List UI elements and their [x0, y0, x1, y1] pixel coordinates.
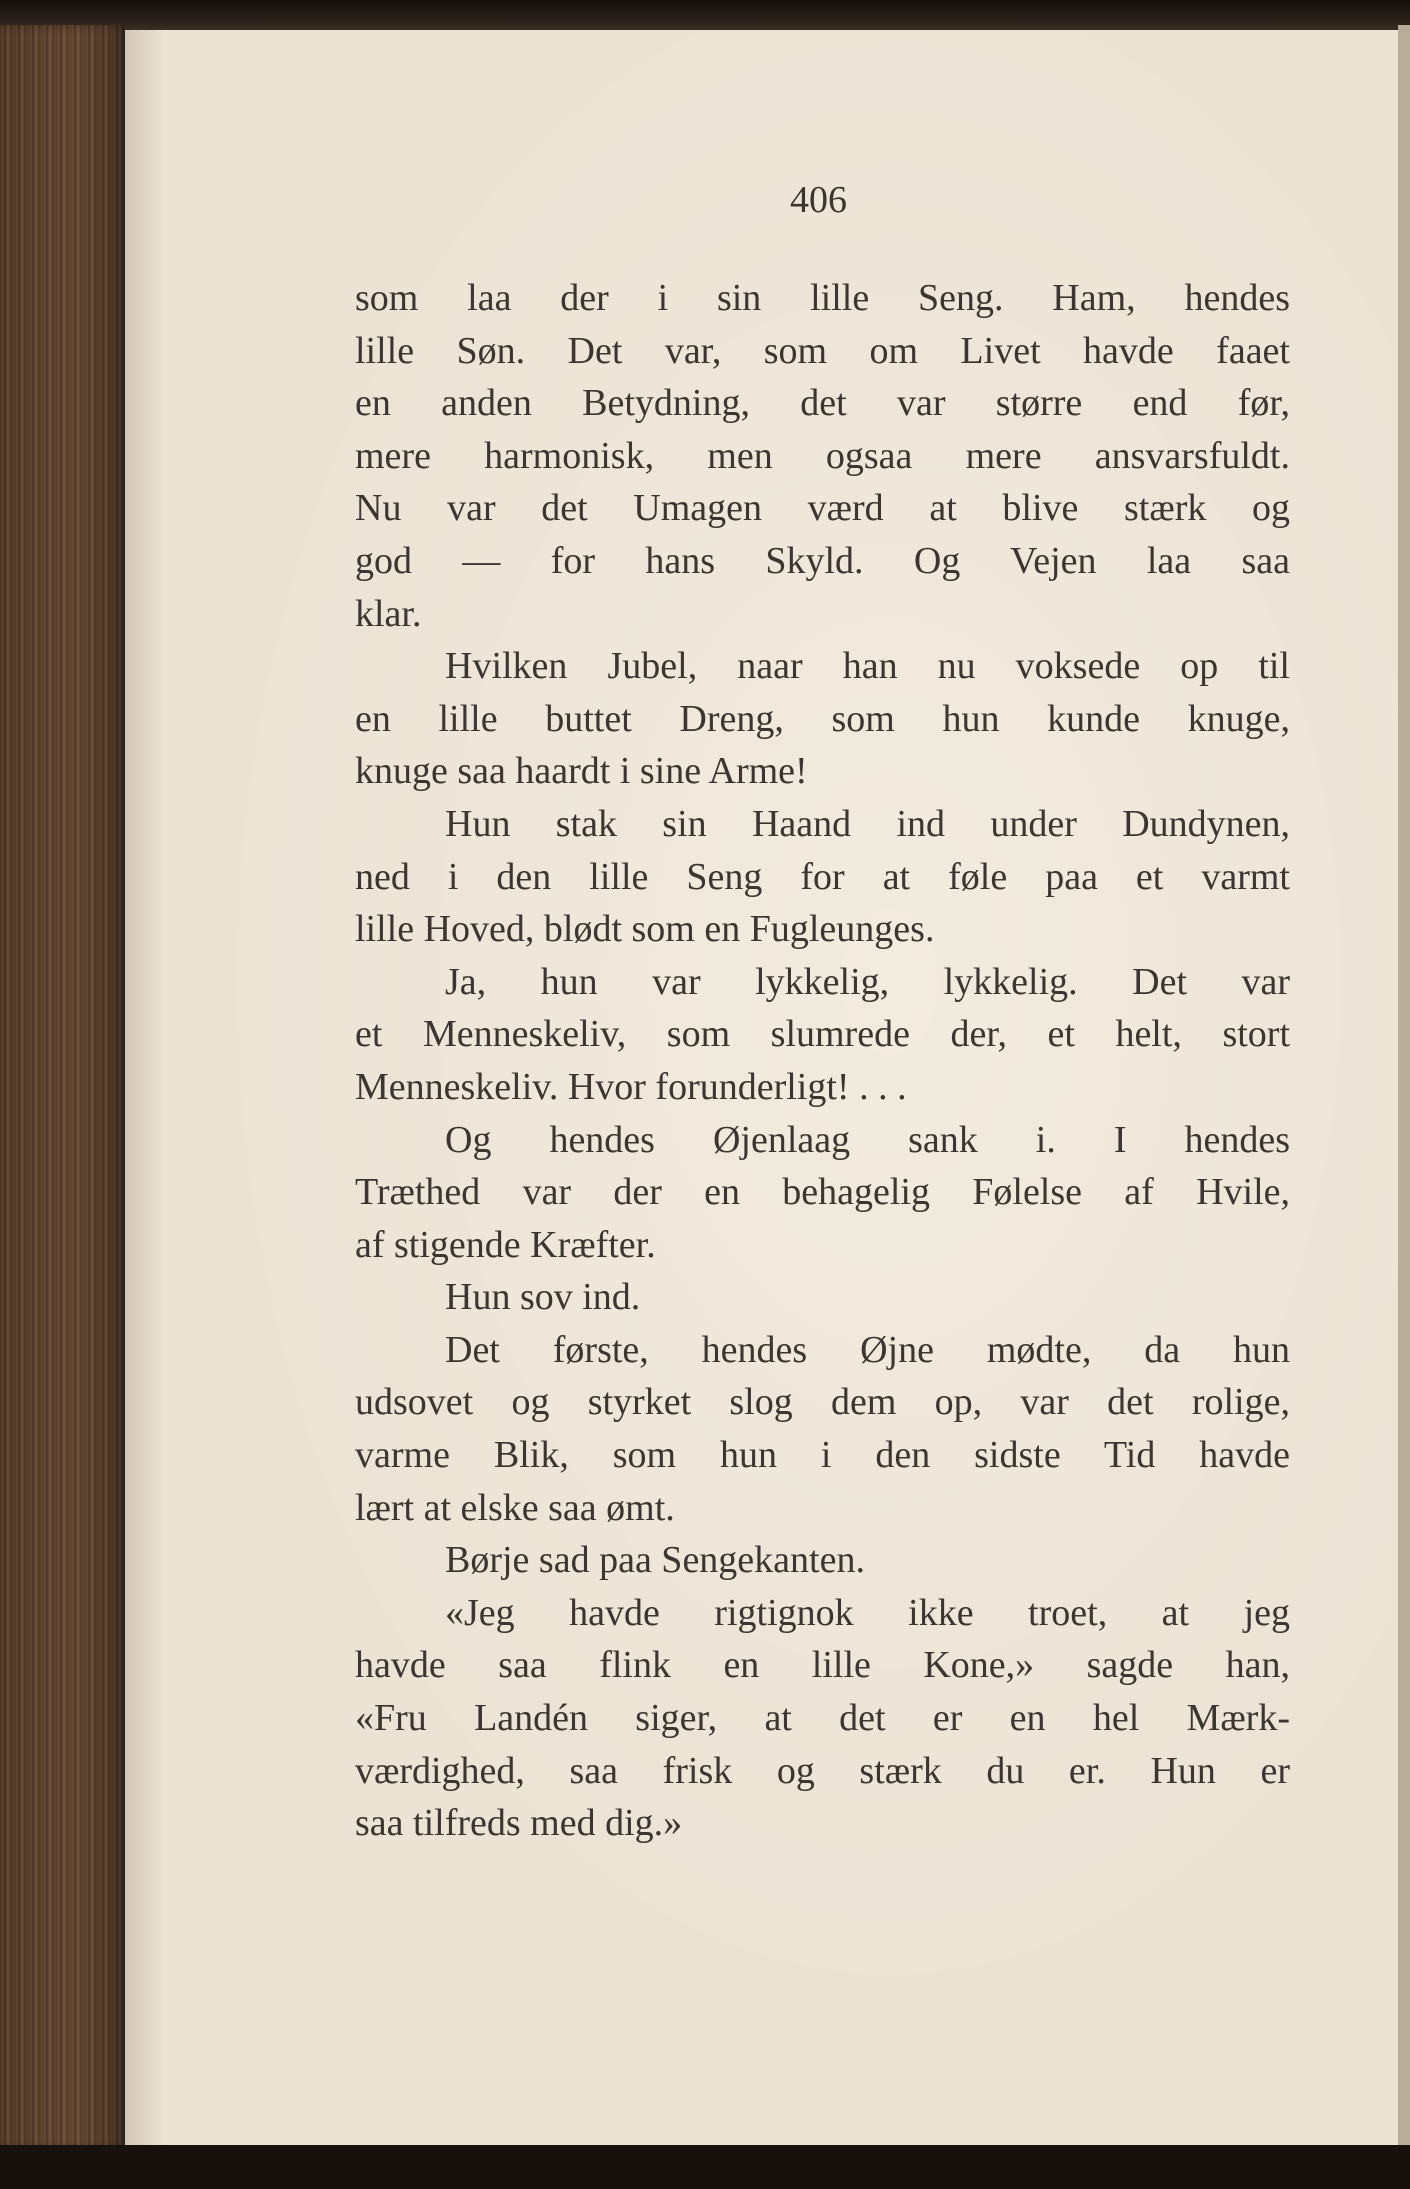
- page-number: 406: [790, 179, 847, 221]
- page-right-edge: [1398, 25, 1410, 2150]
- text-line: Træthed var der en behagelig Følelse af Hvile,: [355, 1171, 1290, 1214]
- text-line: lille Søn. Det var, som om Livet havde faaet: [355, 329, 1290, 372]
- text-line: værdighed, saa frisk og stærk du er. Hun er: [355, 1749, 1290, 1792]
- text-line: Det første, hendes Øjne mødte, da hun: [445, 1328, 1290, 1371]
- text-line: saa tilfreds med dig.»: [355, 1802, 683, 1845]
- text-line: en anden Betydning, det var større end før,: [355, 382, 1290, 425]
- text-line: Hun stak sin Haand ind under Dundynen,: [445, 802, 1290, 845]
- text-line: Og hendes Øjenlaag sank i. I hendes: [445, 1118, 1290, 1161]
- text-line: klar.: [355, 592, 422, 635]
- text-line: knuge saa haardt i sine Arme!: [355, 750, 808, 793]
- text-line: mere harmonisk, men ogsaa mere ansvarsfuldt.: [355, 434, 1290, 477]
- page-text: [355, 272, 1290, 1850]
- text-line: ned i den lille Seng for at føle paa et varmt: [355, 855, 1290, 898]
- book-top-edge: [0, 0, 1410, 30]
- text-line: «Fru Landén siger, at det er en hel Mærk-: [355, 1697, 1290, 1740]
- text-line: varme Blik, som hun i den sidste Tid havde: [355, 1434, 1290, 1477]
- text-line: Ja, hun var lykkelig, lykkelig. Det var: [445, 960, 1290, 1003]
- text-line: Hvilken Jubel, naar han nu voksede op til: [445, 645, 1290, 688]
- text-line: som laa der i sin lille Seng. Ham, hendes: [355, 277, 1290, 319]
- text-line: god — for hans Skyld. Og Vejen laa saa: [355, 539, 1290, 582]
- text-line: Menneskeliv. Hvor forunderligt! . . .: [355, 1065, 907, 1108]
- text-line: en lille buttet Dreng, som hun kunde knuge,: [355, 697, 1290, 740]
- text-line: af stigende Kræfter.: [355, 1223, 656, 1266]
- text-line: udsovet og styrket slog dem op, var det rolige,: [355, 1381, 1290, 1424]
- text-line: Hun sov ind.: [445, 1276, 641, 1319]
- text-line: et Menneskeliv, som slumrede der, et helt, stort: [355, 1013, 1290, 1056]
- text-line: Nu var det Umagen værd at blive stærk og: [355, 487, 1290, 530]
- text-line: Børje sad paa Sengekanten.: [445, 1539, 865, 1582]
- book-bottom-edge: [0, 2145, 1410, 2189]
- text-line: «Jeg havde rigtignok ikke troet, at jeg: [445, 1591, 1290, 1634]
- book-page-edges: [0, 25, 125, 2150]
- text-line: lille Hoved, blødt som en Fugleunges.: [355, 908, 935, 951]
- text-line: havde saa flink en lille Kone,» sagde han,: [355, 1644, 1290, 1687]
- text-line: lært at elske saa ømt.: [355, 1486, 675, 1529]
